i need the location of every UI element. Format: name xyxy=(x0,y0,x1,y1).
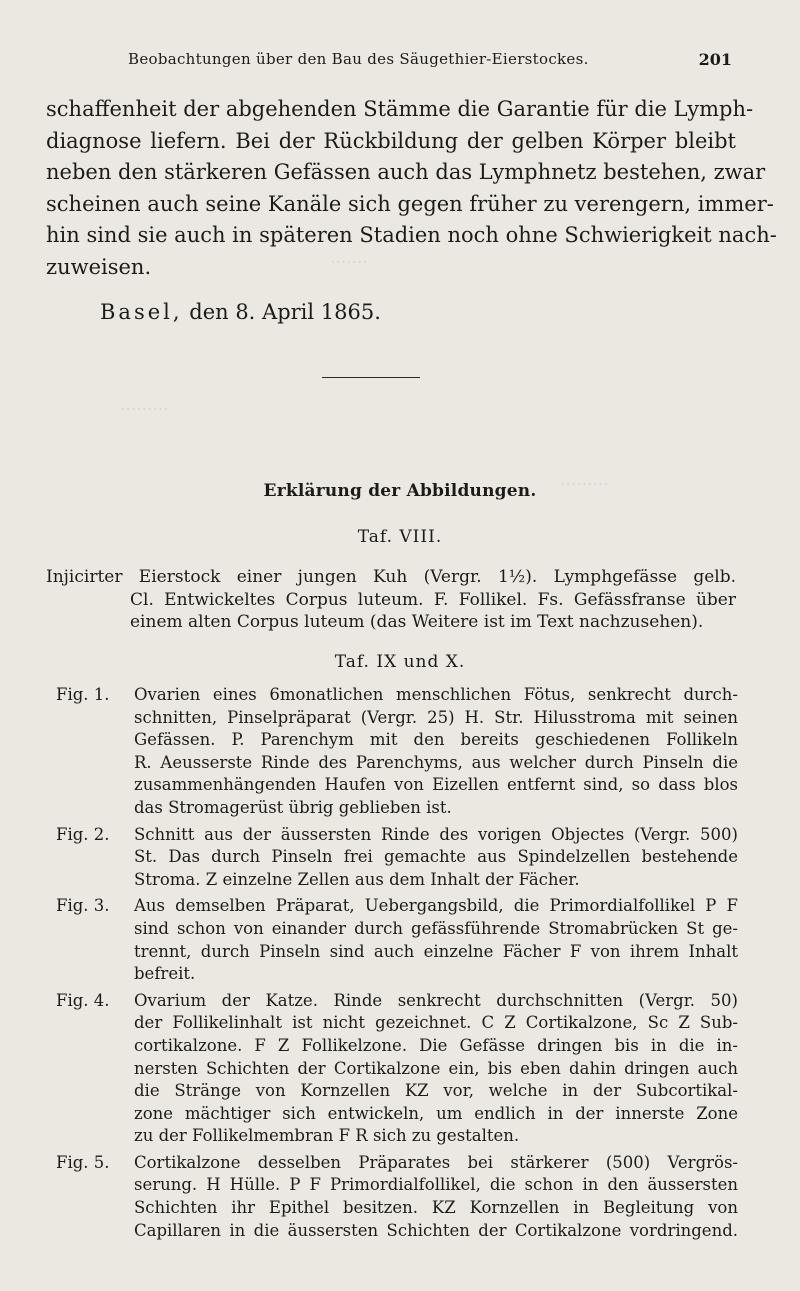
caption-line: Cl. Entwickeltes Corpus luteum. F. Follikel. Fs. Gefässfranse über xyxy=(130,589,736,610)
body-line: zuweisen. xyxy=(46,254,152,279)
page-number: 201 xyxy=(698,50,732,69)
figure-line: Schichten ihr Epithel besitzen. KZ Kornzellen in Begleitung von xyxy=(134,1198,738,1218)
figure-line: Gefässen. P. Parenchym mit den bereits geschiedenen Follikeln xyxy=(134,730,738,750)
figure-line: zu der Follikelmembran F R sich zu gestalten. xyxy=(134,1126,520,1146)
figure-line: Aus demselben Präparat, Uebergangsbild, die Primordialfollikel P F xyxy=(134,896,738,916)
figure-line: Cortikalzone desselben Präparates bei stärkerer (500) Vergrös- xyxy=(134,1152,738,1172)
figure-line: serung. H Hülle. P F Primordialfollikel, die schon in den äussersten xyxy=(134,1175,738,1195)
figure-label: Fig. 3. xyxy=(56,896,110,916)
body-line: neben den stärkeren Gefässen auch das Lymphnetz bestehen, zwar xyxy=(46,160,766,184)
figure-entry xyxy=(46,895,738,985)
figure-list xyxy=(46,684,738,1246)
body-line: hin sind sie auch in späteren Stadien noch ohne Schwierigkeit nach- xyxy=(46,223,777,247)
caption-line: Injicirter Eierstock einer jungen Kuh (Vergr. 1½). Lymphgefässe gelb. xyxy=(46,567,736,587)
figure-entry xyxy=(46,824,738,892)
figure-label: Fig. 5. xyxy=(56,1152,110,1172)
figure-label: Fig. 1. xyxy=(56,685,110,704)
figure-line: zone mächtiger sich entwickeln, um endlich in der innerste Zone xyxy=(134,1103,738,1123)
figure-line: trennt, durch Pinseln sind auch einzelne Fächer F von ihrem Inhalt xyxy=(134,941,738,961)
figure-entry xyxy=(46,990,738,1148)
plate-heading-viii: Taf. VIII. xyxy=(357,527,443,547)
figure-line: befreit. xyxy=(134,964,196,984)
caption-line: einem alten Corpus luteum (das Weitere ist im Text nachzusehen). xyxy=(130,612,704,632)
figure-label: Fig. 2. xyxy=(56,824,110,844)
figure-line: Schnitt aus der äussersten Rinde des vorigen Objectes (Vergr. 500) xyxy=(134,824,738,844)
figure-line: Stroma. Z einzelne Zellen aus dem Inhalt der Fächer. xyxy=(134,869,580,889)
show-through-texture: ....... ......... ......... xyxy=(120,248,609,490)
section-title: Erklärung der Abbildungen. xyxy=(263,481,537,501)
figure-line: die Stränge von Kornzellen KZ vor, welche in der Subcortikal- xyxy=(134,1081,738,1101)
plate-viii-caption xyxy=(46,566,736,634)
place: Basel, xyxy=(100,300,183,324)
running-title: Beobachtungen über den Bau des Säugethier-Eierstockes. xyxy=(128,50,589,68)
figure-label: Fig. 4. xyxy=(56,990,110,1010)
running-header xyxy=(128,50,738,72)
body-line: schaffenheit der abgehenden Stämme die Garantie für die Lymph- xyxy=(46,97,754,121)
figure-line: zusammenhängenden Haufen von Eizellen entfernt sind, so dass blos xyxy=(134,775,738,795)
figure-line: der Follikelinhalt ist nicht gezeichnet. C Z Cortikalzone, Sc Z Sub- xyxy=(134,1013,738,1033)
place-date-line xyxy=(100,300,381,324)
figure-line: nersten Schichten der Cortikalzone ein, bis eben dahin dringen auch xyxy=(134,1058,738,1078)
figure-entry xyxy=(46,684,738,820)
figure-line: sind schon von einander durch gefässführende Stromabrücken St ge- xyxy=(134,918,738,938)
figure-line: das Stromagerüst übrig geblieben ist. xyxy=(134,797,452,817)
date: den 8. April 1865. xyxy=(189,300,381,324)
figure-line: R. Aeusserste Rinde des Parenchyms, aus welcher durch Pinseln die xyxy=(134,752,738,772)
body-paragraph xyxy=(46,94,777,283)
figure-line: Ovarium der Katze. Rinde senkrecht durchschnitten (Vergr. 50) xyxy=(134,990,738,1010)
body-line: diagnose liefern. Bei der Rückbildung der gelben Körper bleibt xyxy=(46,128,736,153)
figure-line: cortikalzone. F Z Follikelzone. Die Gefässe dringen bis in die in- xyxy=(134,1035,738,1055)
figure-line: St. Das durch Pinseln frei gemachte aus Spindelzellen bestehende xyxy=(134,847,738,867)
figure-line: Ovarien eines 6monatlichen menschlichen Fötus, senkrecht durch- xyxy=(134,685,738,704)
figure-line: schnitten, Pinselpräparat (Vergr. 25) H. Str. Hilusstroma mit seinen xyxy=(134,707,738,727)
figure-line: Capillaren in die äussersten Schichten der Cortikalzone vordringend. xyxy=(134,1220,738,1240)
plate-heading-ix-x: Taf. IX und X. xyxy=(334,652,466,672)
section-divider xyxy=(322,377,420,378)
body-line: scheinen auch seine Kanäle sich gegen früher zu verengern, immer- xyxy=(46,191,774,216)
figure-entry xyxy=(46,1152,738,1242)
